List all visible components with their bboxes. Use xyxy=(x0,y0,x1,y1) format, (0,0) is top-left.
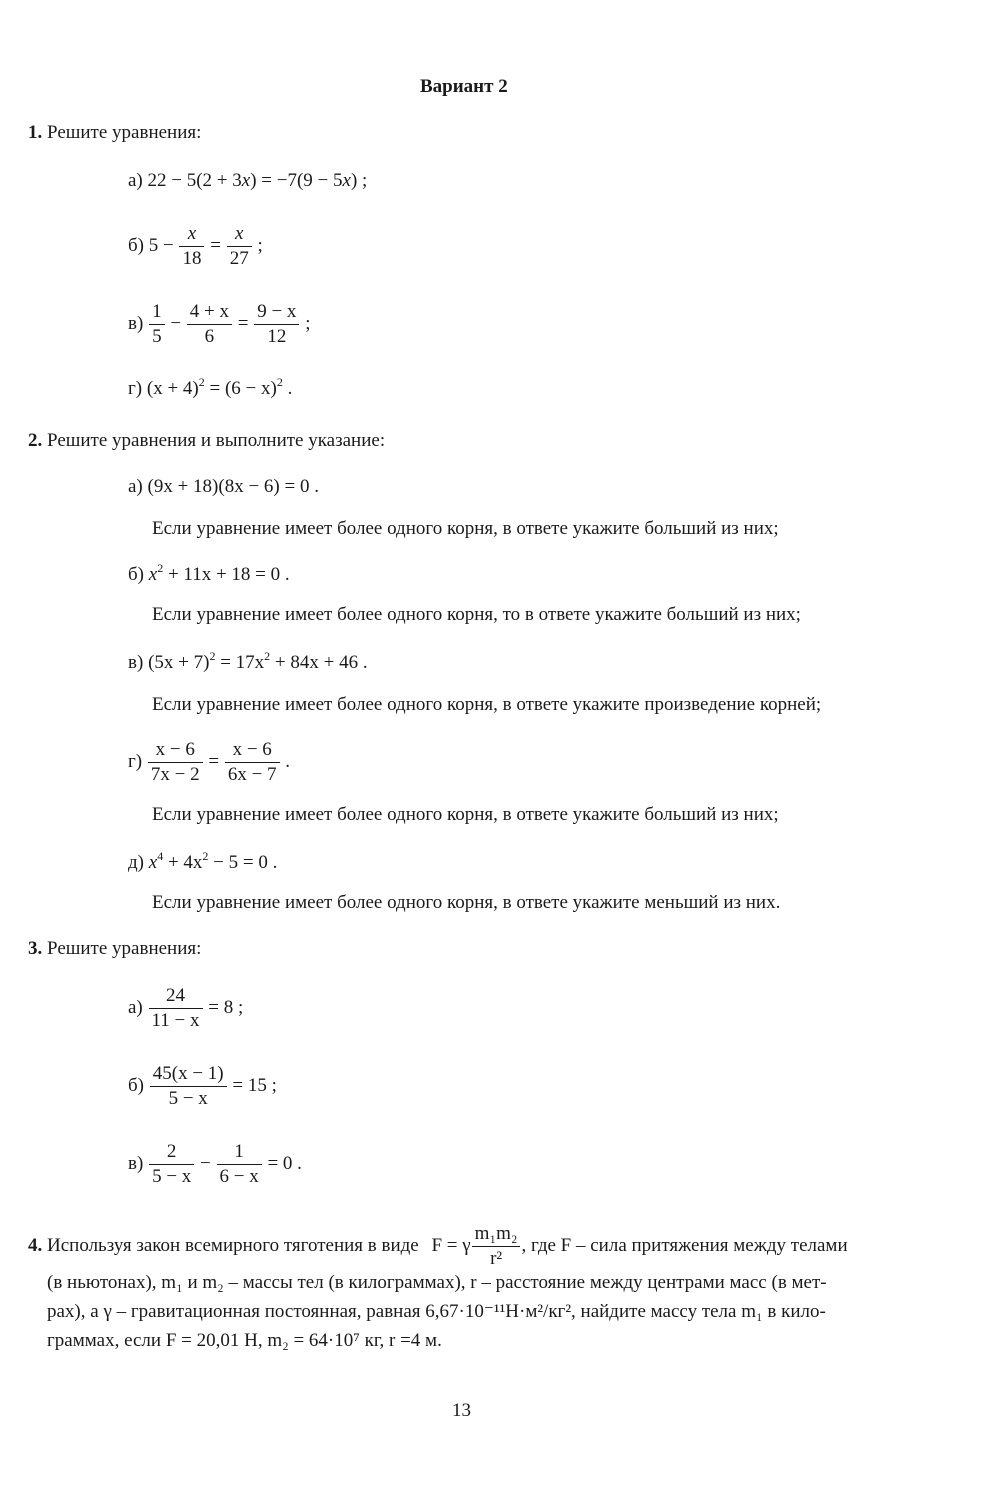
page-title: Вариант 2 xyxy=(420,76,508,97)
task-2g xyxy=(128,738,290,787)
task-text: Решите уравнения и выполните указание: xyxy=(47,430,386,451)
expr-part: ; xyxy=(305,312,311,334)
task-4-line-1 xyxy=(28,1222,848,1271)
numerator: 1 xyxy=(217,1140,262,1165)
denominator: r² xyxy=(490,1248,503,1269)
expr-part: + 4x xyxy=(163,852,203,873)
expr-part: = 17x xyxy=(215,652,265,673)
task-number: 2. xyxy=(28,430,43,451)
denominator: 7x − 2 xyxy=(150,764,200,785)
expr-part: − 5 = 0 . xyxy=(208,852,278,873)
item-label: д) xyxy=(128,852,144,873)
task-text: Решите уравнения: xyxy=(47,938,202,959)
numerator: 4 + x xyxy=(187,300,232,325)
fraction xyxy=(225,738,280,787)
item-label: в) xyxy=(128,652,144,673)
numerator: 1 xyxy=(149,300,165,325)
item-label: б) xyxy=(128,234,144,256)
exponent: 2 xyxy=(198,375,205,389)
denominator: 5 xyxy=(152,326,162,347)
task-2a xyxy=(128,476,319,498)
expr-var: x xyxy=(148,852,158,873)
task-4-line-4: граммах, если F = 20,01 Н, m₂ = 64·10⁷ кг, r =4 м. xyxy=(47,1330,442,1351)
task-3a xyxy=(128,984,243,1033)
expr-part: = 8 ; xyxy=(208,996,244,1018)
expr-part: ) ; xyxy=(350,170,368,191)
exponent: 2 xyxy=(157,561,164,575)
item-label: а) xyxy=(128,170,143,191)
numerator: x − 6 xyxy=(148,738,203,763)
expr-part: ; xyxy=(257,234,263,256)
denominator: 5 − x xyxy=(152,1166,192,1187)
expr-part: (5x + 7) xyxy=(148,652,210,673)
task-1b xyxy=(128,222,263,271)
expr-part: = xyxy=(210,234,221,256)
item-label: а) xyxy=(128,476,143,497)
task-number: 3. xyxy=(28,938,43,959)
exponent: 2 xyxy=(209,649,216,663)
fraction xyxy=(149,984,203,1033)
fraction xyxy=(187,300,232,349)
expr-part: = xyxy=(208,750,220,772)
task-2v xyxy=(128,649,368,674)
numerator: x xyxy=(234,223,244,244)
expr-part: − xyxy=(170,312,182,334)
task-text: Используя закон всемирного тяготения в виде xyxy=(47,1234,419,1256)
expr-part: + 11x + 18 = 0 . xyxy=(163,564,290,585)
task-2v-note: Если уравнение имеет более одного корня, в ответе укажите произведение корней; xyxy=(152,694,822,715)
task-1a xyxy=(128,170,367,192)
task-2g-note: Если уравнение имеет более одного корня, в ответе укажите больший из них; xyxy=(152,804,779,825)
numerator: x − 6 xyxy=(225,738,280,763)
expr-var: x xyxy=(148,564,158,585)
expr-part: (x + 4) xyxy=(146,378,199,399)
expr-part: (9x + 18)(8x − 6) = 0 . xyxy=(147,476,319,497)
page-number: 13 xyxy=(452,1400,471,1421)
task-2d xyxy=(128,849,278,874)
expr-part: . xyxy=(287,378,293,399)
denominator: 6 xyxy=(204,326,215,347)
task-2b-note: Если уравнение имеет более одного корня, то в ответе укажите больший из них; xyxy=(152,604,801,625)
expr-part: = xyxy=(237,312,249,334)
item-label: б) xyxy=(128,564,144,585)
item-label: г) xyxy=(128,378,143,399)
expr-part: = (6 − x) xyxy=(204,378,277,399)
fraction xyxy=(149,1140,194,1189)
formula-lhs: F = γ xyxy=(431,1234,471,1256)
fraction xyxy=(150,1062,227,1111)
task-3b xyxy=(128,1062,277,1111)
numerator: 24 xyxy=(149,984,203,1009)
task-2a-note: Если уравнение имеет более одного корня, в ответе укажите больший из них; xyxy=(152,518,779,539)
expr-part: = 0 . xyxy=(267,1152,302,1174)
task-1-heading xyxy=(28,122,201,144)
fraction xyxy=(217,1140,262,1189)
item-label: б) xyxy=(128,1074,144,1096)
numerator: 45(x − 1) xyxy=(150,1062,227,1087)
denominator: 6x − 7 xyxy=(227,764,277,785)
expr-var: x xyxy=(342,170,351,191)
fraction xyxy=(179,222,204,271)
item-label: в) xyxy=(128,1152,144,1174)
denominator: 6 − x xyxy=(219,1166,259,1187)
task-2b xyxy=(128,561,290,586)
exponent: 2 xyxy=(264,649,271,663)
task-1v xyxy=(128,300,310,349)
task-number: 1. xyxy=(28,122,43,143)
fraction xyxy=(254,300,299,349)
expr-part: − xyxy=(200,1152,211,1174)
numerator: 9 − x xyxy=(254,300,299,325)
numerator: x xyxy=(187,223,197,244)
expr-part: + 84x + 46 . xyxy=(270,652,368,673)
task-text: Решите уравнения: xyxy=(47,122,202,143)
numerator: m₁m₂ xyxy=(472,1222,521,1247)
expr-part: . xyxy=(285,750,291,772)
exponent: 2 xyxy=(202,849,209,863)
expr-var: x xyxy=(241,170,251,191)
task-4-line-3: рах), а γ – гравитационная постоянная, равная 6,67·10⁻¹¹Н·м²/кг², найдите массу тела m₁ в кило- xyxy=(47,1301,826,1322)
fraction xyxy=(472,1222,521,1271)
task-2-heading xyxy=(28,430,385,452)
exponent: 2 xyxy=(276,375,283,389)
expr-part: ) = −7(9 − 5 xyxy=(250,170,343,191)
task-1g xyxy=(128,375,293,400)
numerator: 2 xyxy=(149,1140,194,1165)
item-label: в) xyxy=(128,312,144,334)
task-4-line-2: (в ньютонах), m₁ и m₂ – массы тел (в килограммах), r – расстояние между центрами масс (в мет- xyxy=(47,1272,827,1293)
task-2d-note: Если уравнение имеет более одного корня, в ответе укажите меньший из них. xyxy=(152,892,781,913)
denominator: 27 xyxy=(229,248,249,269)
task-3-heading xyxy=(28,938,201,960)
expr-part: 5 − xyxy=(148,234,174,256)
fraction xyxy=(227,222,252,271)
expr-part: 22 − 5(2 + 3 xyxy=(147,170,242,191)
denominator: 12 xyxy=(267,326,287,347)
denominator: 5 − x xyxy=(168,1088,208,1109)
expr-part: = 15 ; xyxy=(232,1074,277,1096)
denominator: 18 xyxy=(182,248,202,269)
fraction xyxy=(149,300,165,349)
fraction xyxy=(148,738,203,787)
task-text: , где F – сила притяжения между телами xyxy=(521,1234,848,1256)
exponent: 4 xyxy=(157,849,164,863)
task-number: 4. xyxy=(28,1234,43,1256)
item-label: а) xyxy=(128,996,143,1018)
item-label: г) xyxy=(128,750,143,772)
task-3v xyxy=(128,1140,302,1189)
denominator: 11 − x xyxy=(151,1010,200,1031)
